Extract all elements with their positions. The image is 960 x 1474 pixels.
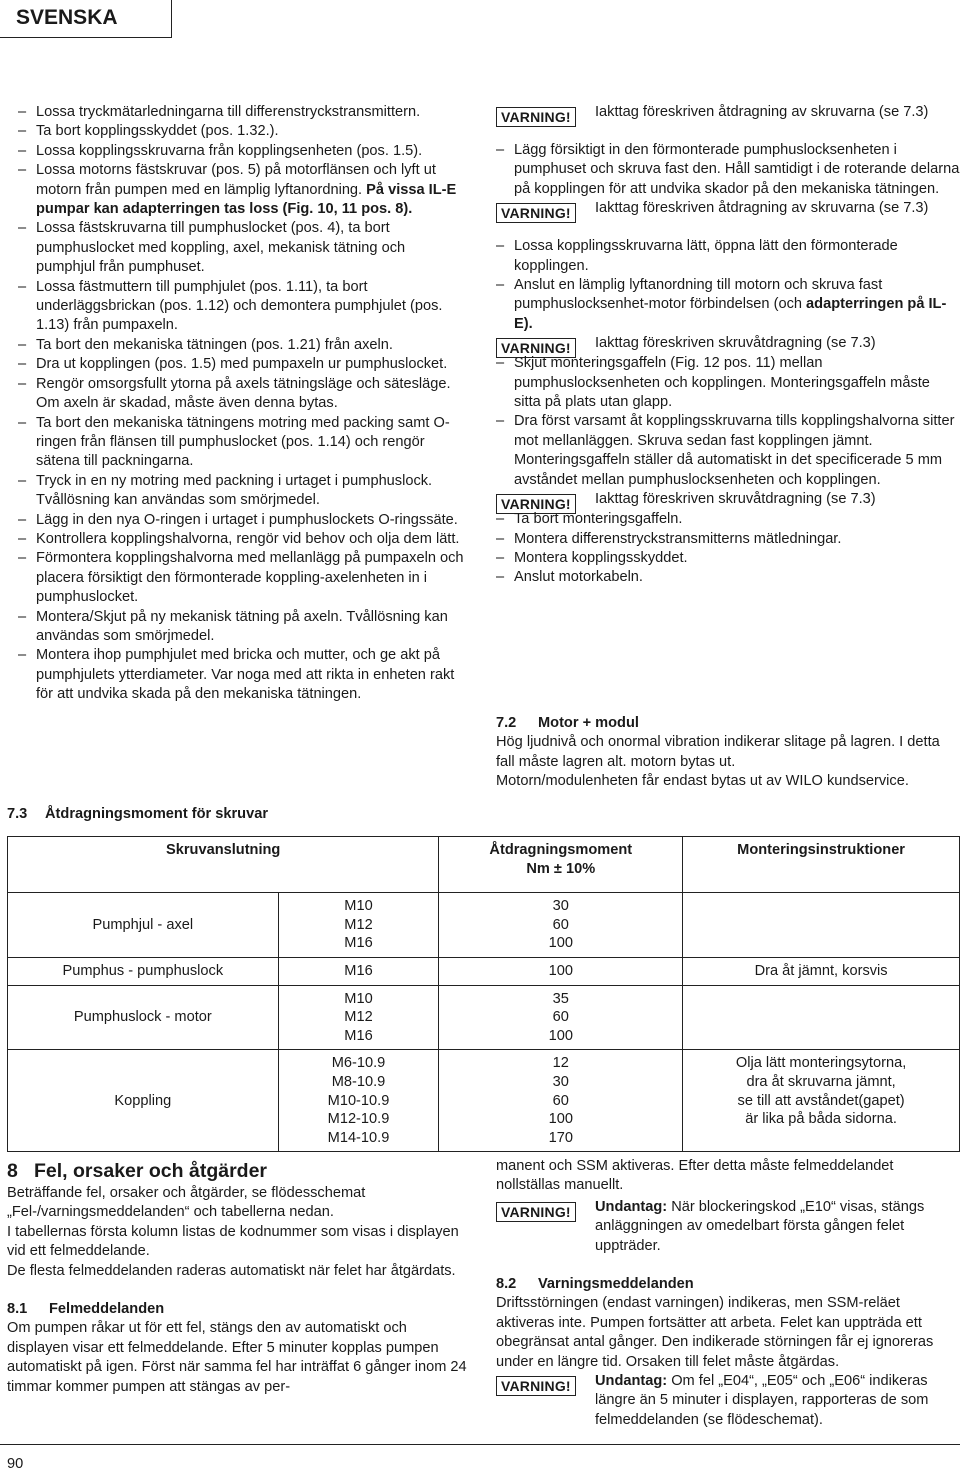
- list-item: – Lossa kopplingsskruvarna lätt, öppna lätt den förmonterade kopplingen.: [496, 237, 960, 276]
- subsection-heading: [496, 1275, 960, 1294]
- table-row: [8, 985, 960, 1050]
- list-item: – Förmontera kopplingshalvorna med mellanlägg på pumpaxeln och placera försiktigt den förmonterade koppling-axelenheten in i pumphuslocket.: [18, 549, 465, 607]
- list-item: [18, 161, 465, 219]
- paragraph: De flesta felmeddelanden raderas automatiskt när felet har åtgärdats.: [7, 1262, 456, 1279]
- warning-badge: VARNING!: [496, 107, 576, 127]
- table-cell: [683, 893, 960, 958]
- table-row: [8, 1050, 960, 1152]
- list-item: – Montera differenstryckstransmitterns mätledningar.: [496, 530, 960, 549]
- section-7-3-heading: [7, 806, 268, 822]
- section-number: 8.1: [7, 1301, 28, 1318]
- section-title: Fel, orsaker och åtgärder: [34, 1160, 268, 1182]
- warning-badge: VARNING!: [496, 494, 576, 514]
- left-column: [18, 103, 465, 705]
- steps-list-right-2: [496, 237, 960, 334]
- table-cell: Dra åt jämnt, korsvis: [683, 957, 960, 985]
- bold-note: På vissa IL-E pumpar kan adapterringen tas loss (Fig. 10, 11 pos. 8).: [36, 181, 457, 218]
- steps-list-right-4: [496, 510, 960, 588]
- warning-badge: VARNING!: [496, 338, 576, 358]
- steps-list-right-1: [496, 141, 960, 199]
- section-title: Motor + modul: [538, 715, 639, 731]
- warning-badge: VARNING!: [496, 1202, 576, 1222]
- subsection-heading: [7, 1300, 467, 1319]
- section-heading: [7, 1158, 467, 1184]
- table-cell: M16: [278, 957, 439, 985]
- table-cell: 30 60 100: [439, 893, 683, 958]
- column-header-text: Åtdragningsmoment Nm ± 10%: [489, 842, 633, 877]
- table-cell: Olja lätt monteringsytorna, dra åt skruvarna jämnt, se till att avståndet(gapet) är lika på båda sidorna.: [683, 1050, 960, 1152]
- section-8: [7, 1158, 467, 1397]
- warning-text: Iakttag föreskriven skruvåtdragning (se 7.3): [595, 491, 876, 508]
- table-cell: [683, 985, 960, 1050]
- list-item: – Ta bort den mekaniska tätningens motring med packing samt O-ringen från flänsen till pumphuslocket (pos. 1.14) och rengör sätena till packningarna.: [18, 414, 465, 472]
- section-title: Felmeddelanden: [49, 1301, 165, 1318]
- warning-text: Iakttag föreskriven åtdragning av skruvarna (se 7.3): [595, 104, 929, 120]
- list-item: – Montera kopplingsskyddet.: [496, 549, 960, 568]
- warning-badge: VARNING!: [496, 203, 576, 223]
- paragraph: manent och SSM aktiveras. Efter detta måste felmeddelandet nollställas manuellt.: [496, 1158, 894, 1194]
- section-title: Åtdragningsmoment för skruvar: [45, 806, 268, 822]
- list-item: – Ta bort monteringsgaffeln.: [496, 510, 960, 529]
- list-item: – Lägg in den nya O-ringen i urtaget i pumphuslockets O-ringssäte.: [18, 511, 465, 530]
- torque-table: [7, 836, 960, 1152]
- list-item: – Ta bort den mekaniska tätningen (pos. 1.21) från axeln.: [18, 336, 465, 355]
- language-label: SVENSKA: [16, 6, 118, 29]
- list-item: – Lossa fästmuttern till pumphjulet (pos. 1.11), ta bort underläggsbrickan (pos. 1.12) och demontera pumphjulet (pos. 1.13) från pumpaxeln.: [18, 278, 465, 336]
- warning-text: Om fel „E04“, „E05“ och „E06“ indikeras längre än 5 minuter i displayen, rapporteras de som felmeddelanden (se flödeschemat).: [595, 1373, 929, 1428]
- page-number: 90: [7, 1456, 24, 1472]
- table-cell: Pumphuslock - motor: [8, 985, 279, 1050]
- warning-block: [496, 1198, 960, 1256]
- paragraph: Beträffande fel, orsaker och åtgärder, se flödesschemat „Fel-/varningsmeddelanden“ och tabellerna nedan.: [7, 1185, 366, 1221]
- section-heading: [496, 714, 960, 733]
- section-number: 8: [7, 1160, 18, 1182]
- warning-text: Iakttag föreskriven åtdragning av skruvarna (se 7.3): [595, 200, 929, 217]
- warning-block: [496, 334, 960, 357]
- column-header: Skruvanslutning: [8, 837, 439, 893]
- steps-list-1: [18, 103, 465, 705]
- section-number: 7.3: [7, 806, 28, 822]
- table-row: [8, 957, 960, 985]
- warning-block: [496, 199, 960, 237]
- paragraph: Hög ljudnivå och onormal vibration indikerar slitage på lagren. I detta fall måste lagren alt. motorn bytas ut.: [496, 734, 940, 770]
- column-header: [439, 837, 683, 893]
- table-row: [8, 893, 960, 958]
- list-item: – Lägg försiktigt in den förmonterade pumphuslocksenheten i pumphuset och skruva fast den. Håll samtidigt i de roterande delarna på kopplingen för att undvika skador på den mekaniska tätningen.: [496, 141, 960, 199]
- column-header: Monteringsinstruktioner: [683, 837, 960, 893]
- table-cell: Koppling: [8, 1050, 279, 1152]
- list-item: – Rengör omsorgsfullt ytorna på axels tätningsläge och sätesläge. Om axeln är skadad, måste även denna bytas.: [18, 375, 465, 414]
- paragraph: Motorn/modulenheten får endast bytas ut av WILO kundservice.: [496, 773, 909, 790]
- section-number: 8.2: [496, 1276, 517, 1293]
- list-item: – Dra ut kopplingen (pos. 1.5) med pumpaxeln ur pumphuslocket.: [18, 355, 465, 374]
- list-item-text: Lossa motorns fästskruvar (pos. 5) på motorflänsen och lyft ut motorn från pumpen med en lämplig lyftanordning.: [36, 162, 436, 198]
- warning-text: När blockeringskod „E10“ visas, stängs anläggningen av omedelbart första gången felet uppträder.: [595, 1198, 925, 1254]
- list-item: [496, 276, 960, 334]
- bold-note: adapterringen på IL-E).: [514, 296, 947, 332]
- section-8-right: [496, 1157, 960, 1430]
- table-cell: 100: [439, 957, 683, 985]
- table-cell: 12 30 60 100 170: [439, 1050, 683, 1152]
- list-item: – Dra först varsamt åt kopplingsskruvarna tills kopplingshalvorna sitter mot mellanläggen. Skruva sedan fast kopplingen jämnt. Monteringsgaffeln ställer då automatiskt in det specificerade 5 mm avståndet mellan pumphuslocksenheten och kopplingen.: [496, 412, 960, 490]
- exception-label: Undantag:: [595, 1373, 668, 1390]
- table-cell: M10 M12 M16: [278, 893, 439, 958]
- footer-divider: [0, 1444, 960, 1445]
- list-item: – Ta bort kopplingsskyddet (pos. 1.32.).: [18, 122, 465, 141]
- list-item: – Lossa fästskruvarna till pumphuslocket (pos. 4), ta bort pumphuslocket med koppling, axel, mekanisk tätning och pumphjul från pumphuset.: [18, 219, 465, 277]
- table-cell: Pumphjul - axel: [8, 893, 279, 958]
- list-item: – Montera ihop pumphjulet med bricka och mutter, och ge akt på pumphjulets ytterdiameter. Var noga med att rikta in enheten rakt för att undvika skada på den mekaniska tätningen.: [18, 646, 465, 704]
- section-7-2: [496, 714, 960, 792]
- section-title: Varningsmeddelanden: [538, 1276, 694, 1293]
- table-header-row: [8, 837, 960, 893]
- right-column: [496, 103, 960, 588]
- list-item: – Montera/Skjut på ny mekanisk tätning på axeln. Tvållösning kan användas som smörjmedel.: [18, 608, 465, 647]
- list-item: – Kontrollera kopplingshalvorna, rengör vid behov och olja dem lätt.: [18, 530, 465, 549]
- table-cell: 35 60 100: [439, 985, 683, 1050]
- list-item: – Anslut motorkabeln.: [496, 568, 960, 587]
- list-item-text: Anslut en lämplig lyftanordning till motorn och skruva fast pumphuslocksenhet-motor förbindelsen (och: [514, 277, 883, 313]
- language-tab: [0, 0, 172, 38]
- exception-label: Undantag:: [595, 1198, 668, 1215]
- table-cell: M10 M12 M16: [278, 985, 439, 1050]
- table-cell: Pumphus - pumphuslock: [8, 957, 279, 985]
- list-item: – Lossa tryckmätarledningarna till differenstryckstransmittern.: [18, 103, 465, 122]
- paragraph: Om pumpen råkar ut för ett fel, stängs den av automatiskt och displayen visar ett felmeddelande. Efter 5 minuter kopplas pumpen automatiskt på igen. Först när samma fel har inträffat 6 gånger inom 24 timmar kommer pumpen att stängas av per-: [7, 1320, 467, 1395]
- warning-badge: VARNING!: [496, 1376, 576, 1396]
- list-item: – Skjut monteringsgaffeln (Fig. 12 pos. 11) mellan pumphuslocksenheten och kopplingen. Monteringsgaffeln måste sitta på plats utan glapp.: [496, 354, 960, 412]
- paragraph: Driftsstörningen (endast varningen) indikeras, men SSM-reläet aktiveras inte. Pumpen fortsätter att arbeta. Felet kan uppträda ett obegränsat antal gånger. Den indikerade störningen får ej ignoreras under en längre tid. Orsaken till felet måste åtgärdas.: [496, 1295, 934, 1370]
- list-item: – Tryck in en ny motring med packning i urtaget i pumphuslock. Tvållösning kan användas som smörjmedel.: [18, 472, 465, 511]
- warning-block: [496, 1372, 960, 1430]
- paragraph: I tabellernas första kolumn listas de kodnummer som visas i displayen vid ett felmeddelande.: [7, 1223, 459, 1260]
- steps-list-right-3: [496, 354, 960, 490]
- warning-block: [496, 103, 960, 141]
- list-item: – Lossa kopplingsskruvarna från kopplingsenheten (pos. 1.5).: [18, 142, 465, 161]
- warning-block: [496, 490, 960, 513]
- warning-text: Iakttag föreskriven skruvåtdragning (se 7.3): [595, 335, 876, 352]
- section-number: 7.2: [496, 715, 517, 731]
- table-cell: M6-10.9 M8-10.9 M10-10.9 M12-10.9 M14-10.9: [278, 1050, 439, 1152]
